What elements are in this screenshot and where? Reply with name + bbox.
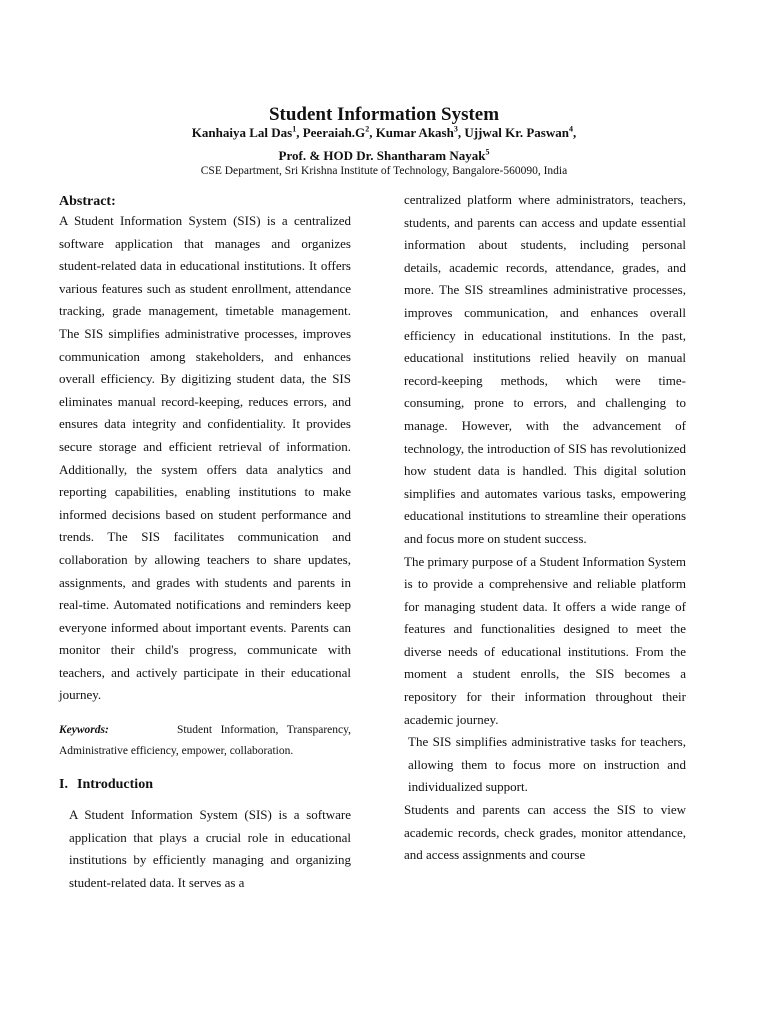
introduction-paragraph: A Student Information System (SIS) is a software application that plays a crucial role in educational institutions by efficiently managing and organizing student-related data. It serves as a — [69, 807, 351, 890]
author-affiliation-marker: 1 — [292, 124, 297, 134]
body-paragraph: centralized platform where administrators, teachers, students, and parents can access and update essential information about students, including personal details, academic records, attendance, grades, and more. The SIS streamlines administrative processes, improves communication, and enhances overall efficiency in educational institutions. In the past, educational institutions relied heavily on manual record-keeping methods, which were time-consuming, prone to errors, and challenging to manage. However, with the advancement of technology, the introduction of SIS has revolutionized how student data is handled. This digital solution simplifies and automates various tasks, empowering educational institutions to streamline their operations and focus more on student success. — [404, 192, 686, 546]
section-title: Introduction — [77, 777, 153, 793]
abstract-text: A Student Information System (SIS) is a centralized software application that manages and organizes student-related data in educational institutions. It offers various features such as student enrollment, attendance tracking, grade management, timetable management. The SIS simplifies administrative processes, improves communication among stakeholders, and enhances overall efficiency. By digitizing student data, the SIS eliminates manual record-keeping, reduces errors, and ensures data integrity and confidentiality. It provides secure storage and efficient retrieval of information. Additionally, the system offers data analytics and reporting capabilities, enabling institutions to make informed decisions based on student performance and trends. The SIS facilitates communication and collaboration by allowing teachers to share updates, assignments, and grades with students and parents in real-time. Automated notifications and reminders keep everyone informed about important events. Parents can monitor their child's progress, communicate with teachers, and actively participate in their educational journey. — [59, 213, 351, 703]
abstract-heading: Abstract: — [59, 194, 116, 209]
author-name: Kumar Akash — [375, 125, 454, 140]
section-number: I. — [59, 777, 68, 793]
author-name: Prof. & HOD Dr. Shantharam Nayak — [278, 148, 486, 163]
right-column — [404, 189, 686, 867]
author-name: Ujjwal Kr. Paswan — [464, 125, 569, 140]
paper-title: Student Information System — [268, 104, 500, 125]
body-paragraph: The SIS simplifies administrative tasks for teachers, allowing them to focus more on instruction and individualized support. — [408, 734, 686, 795]
author-list-line-2 — [0, 148, 768, 164]
author-affiliation-marker: 5 — [485, 147, 490, 157]
body-paragraph: The primary purpose of a Student Information System is to provide a comprehensive and reliable platform for managing student data. It offers a wide range of features and functionalities designed to meet the diverse needs of educational institutions. From the moment a student enrolls, the SIS becomes a repository for their information throughout their academic journey. — [404, 553, 686, 727]
affiliation: CSE Department, Sri Krishna Institute of Technology, Bangalore-560090, India — [200, 165, 568, 177]
author-affiliation-marker: 3 — [453, 124, 458, 134]
author-name: Kanhaiya Lal Das — [191, 125, 293, 140]
author-affiliation-marker: 2 — [365, 124, 370, 134]
section-heading-introduction — [59, 776, 351, 794]
body-paragraph: Students and parents can access the SIS to view academic records, check grades, monitor attendance, and access assignments and course — [404, 802, 686, 863]
author-list-line-1: Kanhaiya Lal Das$^1$, $Peeraiah.G^2$, Kumar Akash$^3$, Ujjwal Kr. Paswan$^4$, — [191, 124, 577, 140]
left-column — [59, 193, 351, 894]
keywords-text: Student Information, Transparency, Administrative efficiency, empower, collaboration. — [59, 724, 351, 758]
keywords — [59, 720, 351, 762]
author-name: Peeraiah.G — [302, 125, 366, 140]
author-affiliation-marker: 4 — [568, 124, 573, 134]
keywords-label: Keywords: — [59, 724, 109, 737]
